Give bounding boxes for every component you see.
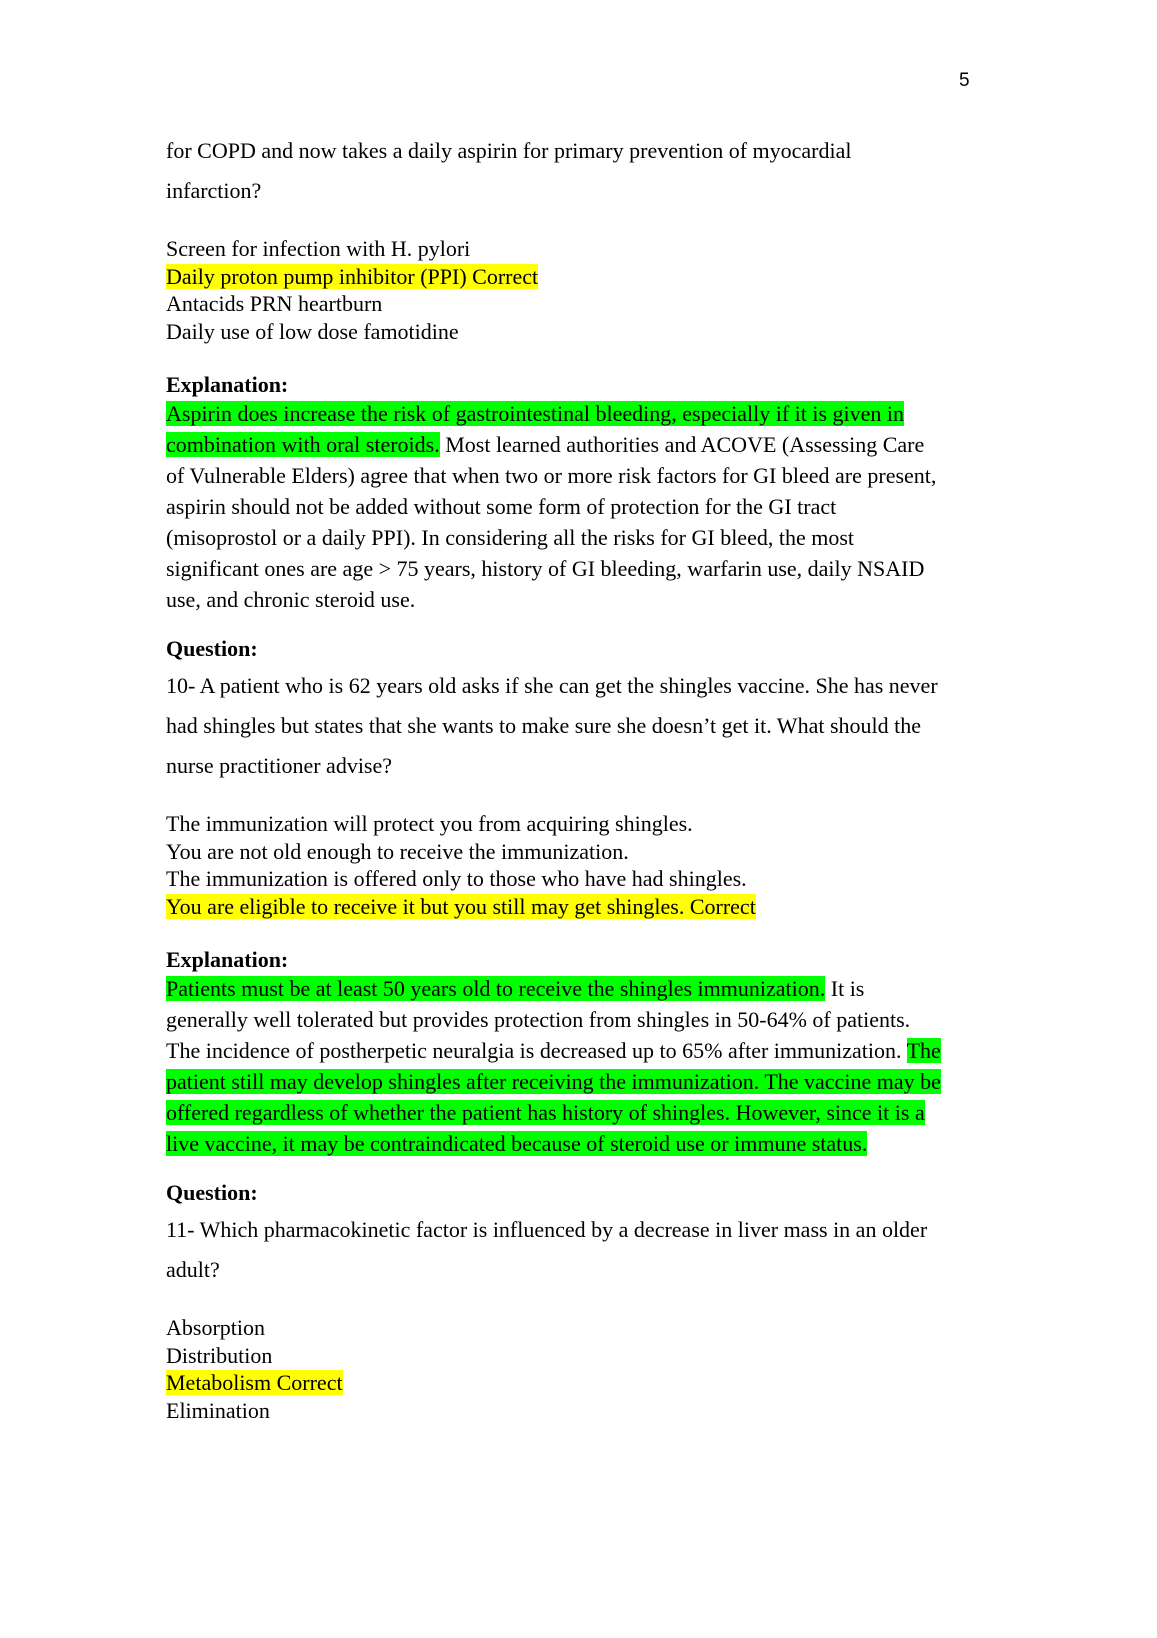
answer-option: Absorption [166, 1315, 265, 1340]
answer-option-correct: You are eligible to receive it but you still may get shingles. Correct [166, 893, 756, 919]
explanation-text: generally well tolerated but provides protection from shingles in 50-64% of patients. [166, 1007, 911, 1032]
answer-option-correct: Daily proton pump inhibitor (PPI) Correct [166, 263, 539, 289]
explanation-highlight: The [906, 1038, 941, 1063]
explanation-text: aspirin should not be added without some form of protection for the GI tract [166, 494, 837, 519]
question-text-line: infarction? [166, 178, 262, 203]
explanation-highlight: live vaccine, it may be contraindicated because of steroid use or immune status. [166, 1131, 868, 1156]
answer-option: Distribution [166, 1342, 273, 1368]
explanation-text: significant ones are age > 75 years, history of GI bleeding, warfarin use, daily NSAID [166, 556, 925, 581]
answer-option: The immunization is offered only to those who have had shingles. [166, 866, 747, 891]
question-text-line: nurse practitioner advise? [166, 753, 393, 778]
question-text-line: 11- Which pharmacokinetic factor is influenced by a decrease in liver mass in an older [166, 1217, 928, 1242]
document-body [166, 131, 1006, 1424]
question-text-line: for COPD and now takes a daily aspirin for primary prevention of myocardial [166, 138, 852, 163]
answer-option-correct: Metabolism Correct [166, 1370, 343, 1395]
question-heading: Question: [166, 636, 258, 661]
question-heading: Question: [166, 1180, 258, 1205]
answer-options-11 [166, 1314, 1006, 1424]
explanation-text: The incidence of postherpetic neuralgia is decreased up to 65% after immunization. [166, 1038, 907, 1063]
answer-option: Screen for infection with H. pylori [166, 236, 471, 261]
explanation-text: use, and chronic steroid use. [166, 587, 416, 612]
explanation-heading: Explanation: [166, 372, 289, 397]
answer-option: Daily use of low dose famotidine [166, 318, 459, 344]
question-text-line: had shingles but states that she wants to make sure she doesn’t get it. What should the [166, 713, 922, 738]
question-text-line: 10- A patient who is 62 years old asks if she can get the shingles vaccine. She has never [166, 673, 938, 698]
explanation-highlight: Aspirin does increase the risk of gastrointestinal bleeding, especially if it is given in [166, 401, 905, 426]
answer-options-9 [166, 235, 1006, 345]
explanation-text: Most learned authorities and ACOVE (Assessing Care [439, 432, 925, 457]
explanation-10 [166, 973, 1006, 1159]
explanation-highlight: combination with oral steroids. [166, 432, 440, 457]
explanation-heading: Explanation: [166, 947, 289, 972]
answer-option: You are not old enough to receive the immunization. [166, 838, 629, 864]
explanation-highlight: Patients must be at least 50 years old to receive the shingles immunization. [166, 976, 826, 1001]
answer-option: The immunization will protect you from acquiring shingles. [166, 811, 693, 836]
question-11 [166, 1210, 1006, 1290]
explanation-text: It is [825, 976, 865, 1001]
page-number: 5 [959, 70, 970, 91]
explanation-highlight: patient still may develop shingles after receiving the immunization. The vaccine may be [166, 1069, 941, 1094]
answer-options-10 [166, 810, 1006, 920]
explanation-text: (misoprostol or a daily PPI). In considering all the risks for GI bleed, the most [166, 525, 854, 550]
question-text-line: adult? [166, 1257, 220, 1282]
explanation-9 [166, 398, 1006, 615]
answer-option: Antacids PRN heartburn [166, 291, 383, 316]
answer-option: Elimination [166, 1397, 270, 1423]
question-9-continuation [166, 131, 1006, 211]
explanation-text: of Vulnerable Elders) agree that when two or more risk factors for GI bleed are present, [166, 463, 937, 488]
question-10 [166, 666, 1006, 786]
explanation-highlight: offered regardless of whether the patient has history of shingles. However, since it is a [166, 1100, 925, 1125]
